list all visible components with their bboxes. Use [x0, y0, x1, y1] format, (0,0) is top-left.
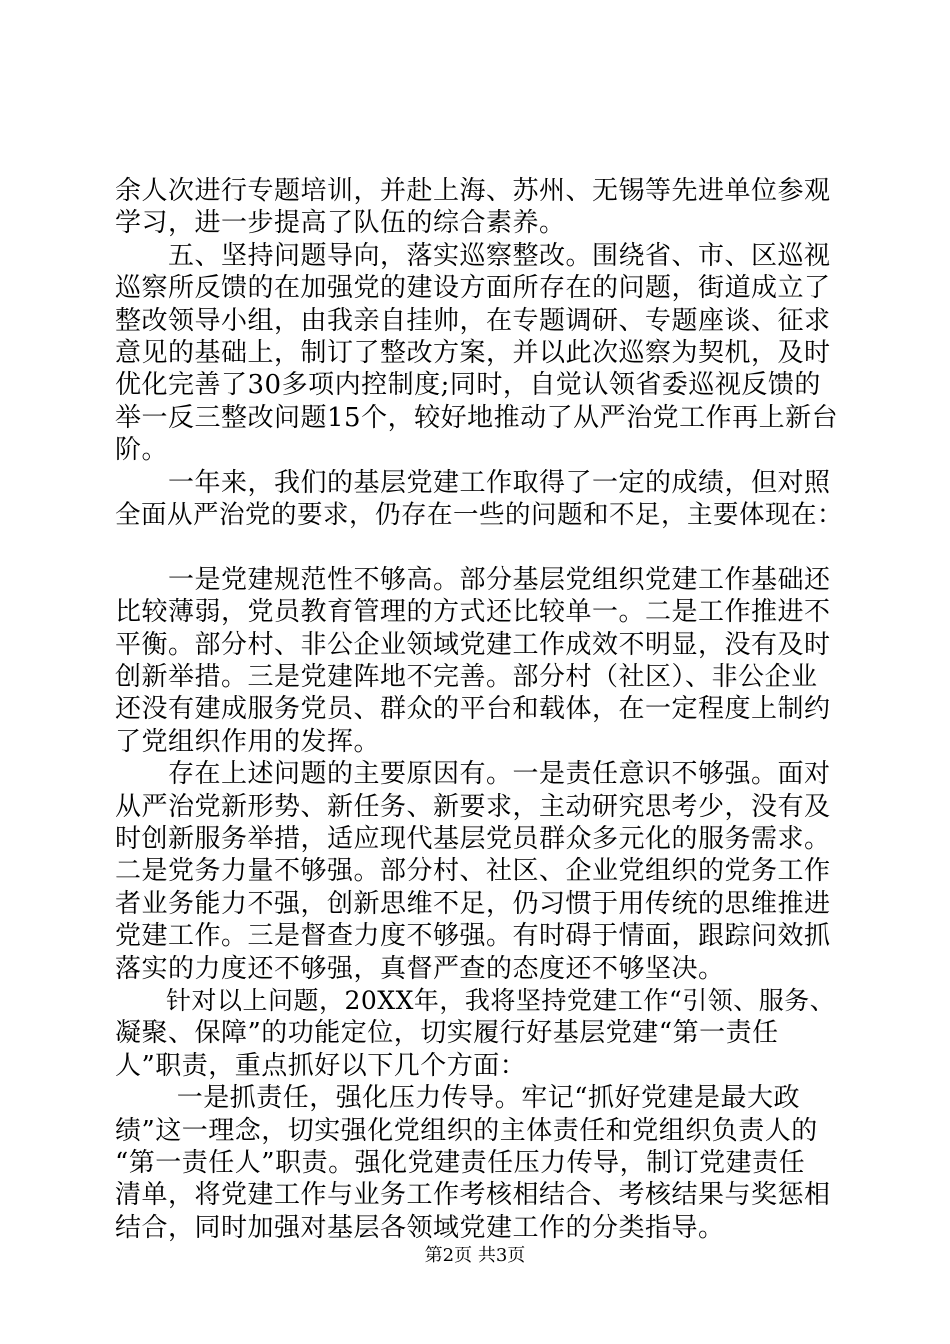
text-line: 从严治党新形势、新任务、新要求，主动研究思考少，没有及 — [115, 792, 831, 822]
text-line: 针对以上问题，20XX年，我将坚持党建工作“引领、服务、 — [115, 986, 836, 1015]
text-line: 还没有建成服务党员、群众的平台和载体，在一定程度上制约 — [115, 694, 831, 724]
text-line: 一年来，我们的基层党建工作取得了一定的成绩，但对照 — [115, 468, 831, 498]
text-line: 比较薄弱，党员教育管理的方式还比较单一。二是工作推进不 — [115, 597, 831, 627]
text-line: 清单，将党建工作与业务工作考核相结合、考核结果与奖惩相 — [115, 1180, 831, 1210]
text-line: 时创新服务举措，适应现代基层党员群众多元化的服务需求。 — [115, 824, 831, 854]
text-line: 意见的基础上，制订了整改方案，并以此次巡察为契机，及时 — [115, 338, 831, 368]
text-line: 人”职责，重点抓好以下几个方面： — [115, 1051, 527, 1081]
text-line: 存在上述问题的主要原因有。一是责任意识不够强。面对 — [115, 759, 831, 789]
text-line: 一是党建规范性不够高。部分基层党组织党建工作基础还 — [115, 565, 831, 595]
text-line: 余人次进行专题培训，并赴上海、苏州、无锡等先进单位参观 — [115, 176, 831, 206]
page-number-footer: 第2页 共3页 — [424, 1245, 526, 1266]
text-line: 党建工作。三是督查力度不够强。有时碍于情面，跟踪问效抓 — [115, 921, 831, 951]
text-line: 了党组织作用的发挥。 — [115, 727, 381, 757]
text-line: 者业务能力不强，创新思维不足，仍习惯于用传统的思维推进 — [115, 889, 831, 919]
text-line: 五、坚持问题导向，落实巡察整改。围绕省、市、区巡视 — [115, 241, 831, 271]
text-line: 结合，同时加强对基层各领域党建工作的分类指导。 — [115, 1213, 725, 1243]
text-line: 阶。 — [115, 435, 169, 465]
text-line: 举一反三整改问题15个，较好地推动了从严治党工作再上新台 — [115, 403, 839, 433]
text-line: 巡察所反馈的在加强党的建设方面所存在的问题，街道成立了 — [115, 273, 831, 303]
text-line: 绩”这一理念，切实强化党组织的主体责任和党组织负责人的 — [115, 1116, 818, 1146]
text-line: 优化完善了30多项内控制度;同时，自觉认领省委巡视反馈的 — [115, 370, 821, 400]
text-line: 全面从严治党的要求，仍存在一些的问题和不足，主要体现在： — [115, 500, 844, 530]
text-line: “第一责任人”职责。强化党建责任压力传导，制订党建责任 — [115, 1148, 806, 1178]
text-line: 落实的力度还不够强，真督严查的态度还不够坚决。 — [115, 954, 725, 984]
text-line: 二是党务力量不够强。部分村、社区、企业党组织的党务工作 — [115, 856, 831, 886]
text-line: 创新举措。三是党建阵地不完善。部分村（社区）、非公企业 — [115, 662, 818, 692]
text-line: 平衡。部分村、非公企业领域党建工作成效不明显，没有及时 — [115, 630, 831, 660]
text-line: 一是抓责任，强化压力传导。牢记“抓好党建是最大政 — [115, 1083, 801, 1113]
text-line: 凝聚、保障”的功能定位，切实履行好基层党建“第一责任 — [115, 1018, 779, 1048]
text-line: 整改领导小组，由我亲自挂帅，在专题调研、专题座谈、征求 — [115, 306, 831, 336]
text-line: 学习，进一步提高了队伍的综合素养。 — [115, 208, 566, 238]
